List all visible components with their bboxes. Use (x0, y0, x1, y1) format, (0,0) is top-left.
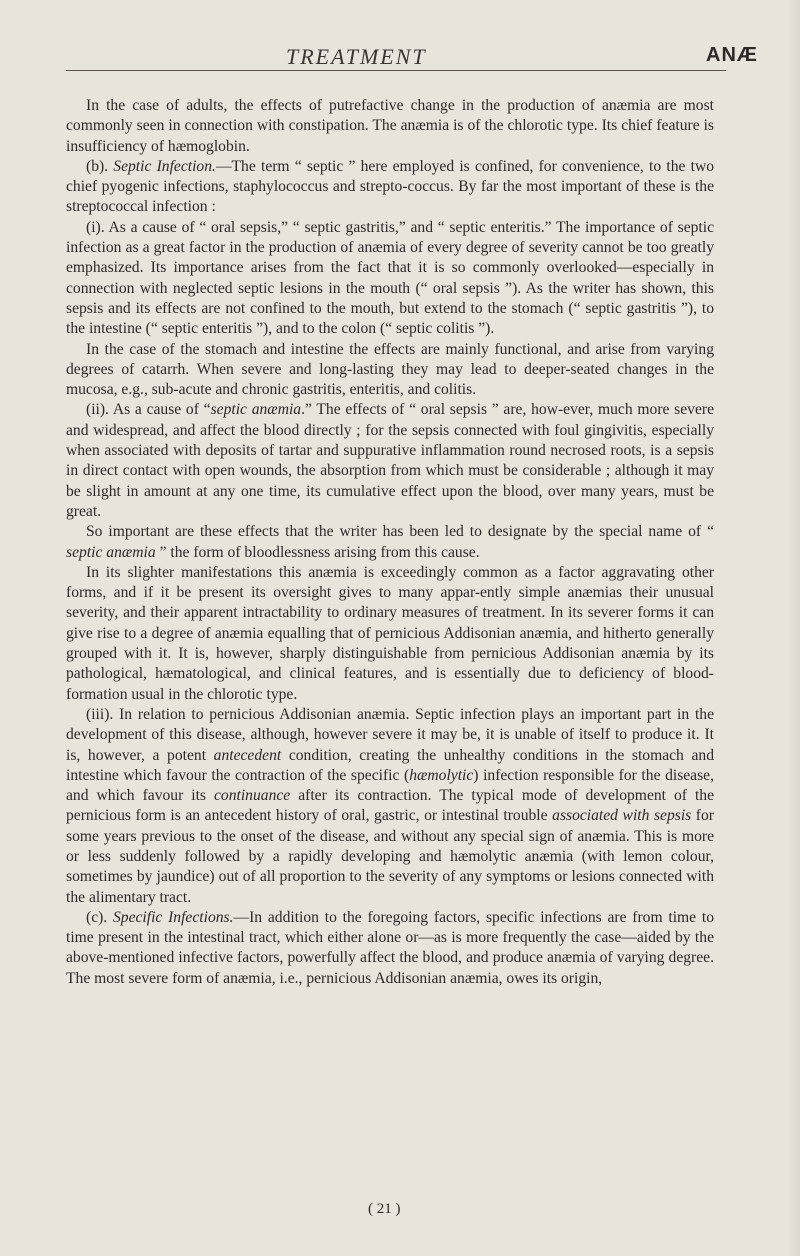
paragraph: In its slighter manifestations this anæmia is exceedingly common as a factor aggravating other forms, and if it be present its oversight gives to many appar-ently simple anæmias their unusual severity, and their apparent intractability to ordinary measures of treatment. In its severer forms it can give rise to a degree of anæmia equalling that of pernicious Addisonian anæmia, and hitherto generally grouped with it. It is, however, sharply distinguishable from pernicious Addisonian anæmia by its pathological, hæmatological, and clinical features, and is essentially due to deficiency of blood-formation usual in the chlorotic type. (66, 563, 714, 703)
running-head: TREATMENT (286, 44, 427, 69)
page-header (0, 44, 800, 74)
header-rule (66, 70, 726, 71)
paragraph: (c). Specific Infections.—In addition to the foregoing factors, specific infections are from time to time present in the intestinal tract, which either alone or—as is more frequently the case—aided by the above-mentioned infective factors, powerfully affect the blood, and produce anæmia of varying degree. The most severe form of anæmia, i.e., pernicious Addisonian anæmia, owes its origin, (66, 908, 714, 987)
paragraph: (iii). In relation to pernicious Addisonian anæmia. Septic infection plays an important part in the development of this disease, although, however severe it may be, it is unable of itself to produce it. It is, however, a potent antecedent condition, creating the unhealthy conditions in the stomach and intestine which favour the contraction of the specific (hæmolytic) infection responsible for the disease, and which favour its continuance after its contraction. The typical mode of development of the pernicious form is an antecedent history of oral, gastric, or intestinal trouble associated with sepsis for some years previous to the onset of the disease, and without any special sign of anæmia. This is more or less suddenly followed by a rapidly developing and hæmolytic anæmia (with lemon colour, sometimes by jaundice) out of all proportion to the severity of any symptoms or lesions connected with the alimentary tract. (66, 705, 714, 906)
section-mark: ANÆ (706, 44, 758, 66)
paragraph: (i). As a cause of “ oral sepsis,” “ septic gastritis,” and “ septic enteritis.” The importance of septic infection as a great factor in the production of anæmia of every degree of severity cannot be too greatly emphasized. Its importance arises from the fact that it is so commonly overlooked—especially in connection with neglected septic lesions in the mouth (“ oral sepsis ”). As the writer has shown, this sepsis and its effects are not confined to the mouth, but extend to the stomach (“ septic gastritis ”), to the intestine (“ septic enteritis ”), and to the colon (“ septic colitis ”). (66, 218, 714, 338)
body-text (66, 96, 714, 989)
paragraph: In the case of adults, the effects of putrefactive change in the production of anæmia are most commonly seen in connection with constipation. The anæmia is of the chlorotic type. Its chief feature is insufficiency of hæmoglobin. (66, 97, 714, 155)
paragraph: (ii). As a cause of “septic anæmia.” The effects of “ oral sepsis ” are, how-ever, much more severe and widespread, and affect the blood directly ; for the sepsis connected with foul gingivitis, especially when associated with deposits of tartar and suppurative inflammation round necrosed roots, is a sepsis in direct contact with open wounds, the absorption from which must be considerable ; although it may be slight in amount at any one time, its cumulative effect upon the blood, over many years, must be great. (66, 401, 714, 520)
paragraph: (b). Septic Infection.—The term “ septic ” here employed is confined, for convenience, to the two chief pyogenic infections, staphylococcus and strepto-coccus. By far the most important of these is the streptococcal infection : (66, 157, 715, 216)
paragraph: In the case of the stomach and intestine the effects are mainly functional, and arise from varying degrees of catarrh. When severe and long-lasting they may lead to deeper-seated changes in the mucosa, e.g., sub-acute and chronic gastritis, enteritis, and colitis. (66, 340, 714, 399)
page-number: ( 21 ) (368, 1201, 401, 1217)
page-edge-shadow (786, 0, 800, 1256)
paragraph: So important are these effects that the writer has been led to designate by the special name of “ septic anæmia ” the form of bloodlessness arising from this cause. (66, 523, 714, 561)
